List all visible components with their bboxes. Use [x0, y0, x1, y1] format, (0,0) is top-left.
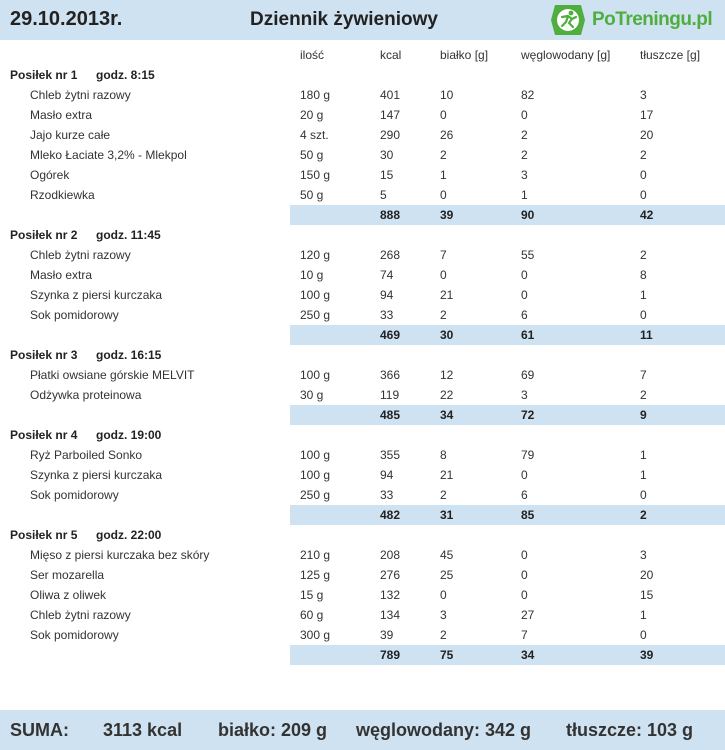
food-item-row: [0, 365, 725, 385]
food-item-row: [0, 265, 725, 285]
protein-cell: 0: [440, 588, 447, 602]
food-item-row: [0, 585, 725, 605]
protein-cell: 21: [440, 468, 454, 482]
kcal-cell: 132: [380, 588, 401, 602]
fat-cell: 17: [640, 108, 654, 122]
quantity-cell: 20 g: [300, 108, 324, 122]
meal-label: Posiłek nr 1: [10, 68, 78, 82]
protein-cell: 3: [440, 608, 447, 622]
carbs-cell: 0: [521, 588, 528, 602]
food-item-row: [0, 185, 725, 205]
food-name-cell: Ser mozarella: [30, 568, 105, 582]
summary-carbs: węglowodany: 342 g: [356, 720, 532, 740]
meal-total-row: [0, 405, 725, 425]
protein-cell: 0: [440, 188, 447, 202]
summary-label: SUMA:: [10, 720, 69, 740]
carbs-cell: 0: [521, 288, 528, 302]
meal-total-band: [290, 405, 725, 425]
food-item-row: [0, 145, 725, 165]
total-protein-cell: 34: [440, 408, 454, 422]
fat-cell: 2: [640, 248, 647, 262]
meal-time: godz. 22:00: [96, 528, 162, 542]
column-header-carbs: węglowodany [g]: [521, 48, 611, 62]
protein-cell: 45: [440, 548, 454, 562]
total-kcal-cell: 482: [380, 508, 401, 522]
kcal-cell: 134: [380, 608, 401, 622]
total-fat-cell: 11: [640, 328, 653, 342]
fat-cell: 1: [640, 468, 647, 482]
food-name-cell: Jajo kurze całe: [30, 128, 111, 142]
meal-header: [0, 525, 725, 545]
meal-time: godz. 11:45: [96, 228, 161, 242]
fat-cell: 1: [640, 448, 647, 462]
kcal-cell: 39: [380, 628, 394, 642]
protein-cell: 7: [440, 248, 447, 262]
quantity-cell: 100 g: [300, 468, 331, 482]
column-header-kcal: kcal: [380, 48, 402, 62]
food-item-row: [0, 285, 725, 305]
total-protein-cell: 75: [440, 648, 454, 662]
food-name-cell: Masło extra: [30, 268, 93, 282]
carbs-cell: 0: [521, 568, 528, 582]
food-item-row: [0, 245, 725, 265]
total-kcal-cell: 888: [380, 208, 401, 222]
total-carbs-cell: 72: [521, 408, 535, 422]
fat-cell: 3: [640, 88, 647, 102]
meal-total-row: [0, 645, 725, 665]
carbs-cell: 0: [521, 268, 528, 282]
protein-cell: 12: [440, 368, 454, 382]
meal-header: [0, 345, 725, 365]
carbs-cell: 0: [521, 108, 528, 122]
site-logo[interactable]: [548, 2, 712, 38]
quantity-cell: 300 g: [300, 628, 331, 642]
protein-cell: 1: [440, 168, 447, 182]
carbs-cell: 0: [521, 548, 528, 562]
meal-total-band: [290, 325, 725, 345]
quantity-cell: 4 szt.: [300, 128, 329, 142]
total-protein-cell: 39: [440, 208, 454, 222]
fat-cell: 1: [640, 288, 647, 302]
carbs-cell: 3: [521, 168, 528, 182]
protein-cell: 2: [440, 628, 447, 642]
protein-cell: 22: [440, 388, 454, 402]
quantity-cell: 120 g: [300, 248, 331, 262]
quantity-cell: 60 g: [300, 608, 324, 622]
fat-cell: 0: [640, 488, 647, 502]
fat-cell: 2: [640, 148, 647, 162]
food-item-row: [0, 485, 725, 505]
fat-cell: 20: [640, 568, 654, 582]
meal-label: Posiłek nr 4: [10, 428, 78, 442]
summary-kcal: 3113 kcal: [103, 720, 183, 740]
total-fat-cell: 42: [640, 208, 654, 222]
carbs-cell: 2: [521, 148, 528, 162]
quantity-cell: 250 g: [300, 308, 331, 322]
food-item-row: [0, 125, 725, 145]
page-header: [0, 0, 725, 40]
food-item-row: [0, 625, 725, 645]
column-header-quantity: ilość: [300, 48, 325, 62]
fat-cell: 0: [640, 168, 647, 182]
food-item-row: [0, 445, 725, 465]
carbs-cell: 69: [521, 368, 535, 382]
quantity-cell: 30 g: [300, 388, 324, 402]
fat-cell: 1: [640, 608, 647, 622]
meal-total-band: [290, 505, 725, 525]
carbs-cell: 0: [521, 468, 528, 482]
protein-cell: 8: [440, 448, 447, 462]
fat-cell: 3: [640, 548, 647, 562]
column-header-protein: białko [g]: [440, 48, 489, 62]
food-name-cell: Ryż Parboiled Sonko: [30, 448, 143, 462]
meal-total-band: [290, 645, 725, 665]
carbs-cell: 7: [521, 628, 528, 642]
total-kcal-cell: 485: [380, 408, 401, 422]
summary-protein: białko: 209 g: [218, 720, 328, 740]
carbs-cell: 55: [521, 248, 535, 262]
protein-cell: 21: [440, 288, 454, 302]
kcal-cell: 366: [380, 368, 401, 382]
running-person-icon: [548, 2, 588, 38]
kcal-cell: 268: [380, 248, 401, 262]
food-name-cell: Chleb żytni razowy: [30, 88, 131, 102]
food-item-row: [0, 385, 725, 405]
food-name-cell: Sok pomidorowy: [30, 628, 119, 642]
carbs-cell: 82: [521, 88, 535, 102]
meal-total-row: [0, 325, 725, 345]
fat-cell: 7: [640, 368, 647, 382]
kcal-cell: 401: [380, 88, 401, 102]
food-name-cell: Masło extra: [30, 108, 93, 122]
quantity-cell: 15 g: [300, 588, 324, 602]
protein-cell: 2: [440, 488, 447, 502]
protein-cell: 2: [440, 308, 447, 322]
carbs-cell: 6: [521, 488, 528, 502]
fat-cell: 15: [640, 588, 654, 602]
total-fat-cell: 9: [640, 408, 647, 422]
kcal-cell: 15: [380, 168, 394, 182]
total-kcal-cell: 469: [380, 328, 401, 342]
meal-header: [0, 225, 725, 245]
protein-cell: 0: [440, 268, 447, 282]
kcal-cell: 208: [380, 548, 401, 562]
protein-cell: 2: [440, 148, 447, 162]
kcal-cell: 30: [380, 148, 394, 162]
column-header-fat: tłuszcze [g]: [640, 48, 701, 62]
carbs-cell: 27: [521, 608, 535, 622]
fat-cell: 0: [640, 628, 647, 642]
food-name-cell: Rzodkiewka: [30, 188, 95, 202]
food-name-cell: Szynka z piersi kurczaka: [30, 288, 163, 302]
carbs-cell: 79: [521, 448, 535, 462]
food-item-row: [0, 465, 725, 485]
quantity-cell: 180 g: [300, 88, 331, 102]
kcal-cell: 5: [380, 188, 387, 202]
page-title: Dziennik żywieniowy: [250, 9, 438, 30]
quantity-cell: 100 g: [300, 288, 331, 302]
daily-summary: [0, 710, 725, 750]
food-item-row: [0, 565, 725, 585]
quantity-cell: 150 g: [300, 168, 331, 182]
meal-label: Posiłek nr 5: [10, 528, 78, 542]
kcal-cell: 276: [380, 568, 401, 582]
summary-fat: tłuszcze: 103 g: [566, 720, 694, 740]
fat-cell: 20: [640, 128, 654, 142]
food-name-cell: Płatki owsiane górskie MELVIT: [30, 368, 195, 382]
carbs-cell: 2: [521, 128, 528, 142]
carbs-cell: 3: [521, 388, 528, 402]
food-name-cell: Sok pomidorowy: [30, 488, 119, 502]
protein-cell: 0: [440, 108, 447, 122]
food-name-cell: Chleb żytni razowy: [30, 608, 131, 622]
kcal-cell: 74: [380, 268, 394, 282]
carbs-cell: 6: [521, 308, 528, 322]
meal-time: godz. 19:00: [96, 428, 162, 442]
kcal-cell: 290: [380, 128, 401, 142]
fat-cell: 0: [640, 188, 647, 202]
meal-header: [0, 425, 725, 445]
total-fat-cell: 39: [640, 648, 654, 662]
quantity-cell: 250 g: [300, 488, 331, 502]
quantity-cell: 10 g: [300, 268, 324, 282]
food-item-row: [0, 605, 725, 625]
total-carbs-cell: 34: [521, 648, 535, 662]
food-name-cell: Oliwa z oliwek: [30, 588, 107, 602]
food-name-cell: Ogórek: [30, 168, 70, 182]
meal-total-row: [0, 505, 725, 525]
total-kcal-cell: 789: [380, 648, 401, 662]
diary-date: 29.10.2013r.: [10, 8, 123, 30]
meal-label: Posiłek nr 2: [10, 228, 78, 242]
quantity-cell: 210 g: [300, 548, 331, 562]
kcal-cell: 119: [380, 388, 400, 402]
kcal-cell: 33: [380, 308, 394, 322]
food-name-cell: Mleko Łaciate 3,2% - Mlekpol: [30, 148, 187, 162]
total-carbs-cell: 90: [521, 208, 535, 222]
total-carbs-cell: 61: [521, 328, 535, 342]
meal-time: godz. 8:15: [96, 68, 155, 82]
quantity-cell: 100 g: [300, 368, 331, 382]
total-protein-cell: 30: [440, 328, 454, 342]
total-protein-cell: 31: [440, 508, 454, 522]
food-item-row: [0, 305, 725, 325]
food-name-cell: Odżywka proteinowa: [30, 388, 142, 402]
kcal-cell: 147: [380, 108, 401, 122]
kcal-cell: 355: [380, 448, 401, 462]
food-name-cell: Szynka z piersi kurczaka: [30, 468, 163, 482]
quantity-cell: 50 g: [300, 188, 324, 202]
fat-cell: 0: [640, 308, 647, 322]
food-item-row: [0, 165, 725, 185]
quantity-cell: 100 g: [300, 448, 331, 462]
logo-text: PoTreningu.pl: [592, 9, 713, 30]
food-name-cell: Chleb żytni razowy: [30, 248, 131, 262]
kcal-cell: 94: [380, 288, 394, 302]
total-fat-cell: 2: [640, 508, 647, 522]
food-name-cell: Sok pomidorowy: [30, 308, 119, 322]
carbs-cell: 1: [521, 188, 528, 202]
food-item-row: [0, 85, 725, 105]
quantity-cell: 50 g: [300, 148, 324, 162]
food-item-row: [0, 105, 725, 125]
fat-cell: 2: [640, 388, 647, 402]
meal-time: godz. 16:15: [96, 348, 162, 362]
meal-label: Posiłek nr 3: [10, 348, 78, 362]
protein-cell: 10: [440, 88, 454, 102]
protein-cell: 25: [440, 568, 454, 582]
fat-cell: 8: [640, 268, 647, 282]
food-item-row: [0, 545, 725, 565]
quantity-cell: 125 g: [300, 568, 331, 582]
protein-cell: 26: [440, 128, 454, 142]
meal-header: [0, 65, 725, 85]
food-name-cell: Mięso z piersi kurczaka bez skóry: [30, 548, 210, 562]
kcal-cell: 33: [380, 488, 394, 502]
kcal-cell: 94: [380, 468, 394, 482]
total-carbs-cell: 85: [521, 508, 535, 522]
meal-total-band: [290, 205, 725, 225]
meal-total-row: [0, 205, 725, 225]
